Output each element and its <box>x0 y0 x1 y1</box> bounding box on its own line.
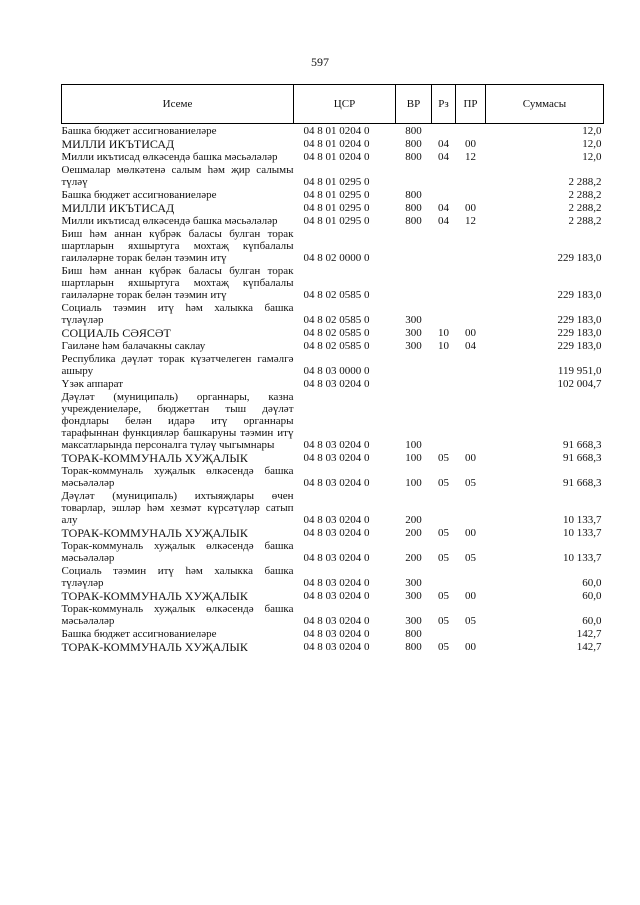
row-sum: 10 133,7 <box>563 552 602 564</box>
row-rz <box>432 264 456 301</box>
row-csr: 04 8 03 0204 0 <box>303 439 370 451</box>
row-sum: 10 133,7 <box>563 514 602 526</box>
row-rz <box>432 124 456 138</box>
row-name: Оешмалар мөлкәтенә салым һәм җир салымы түләү <box>61 164 294 188</box>
row-csr: 04 8 01 0204 0 <box>303 151 370 163</box>
row-sum: 102 004,7 <box>557 378 602 390</box>
row-vr: 300 <box>405 590 422 602</box>
table-row <box>62 137 604 150</box>
column-header-csr: ЦСР <box>294 85 396 124</box>
row-name: Биш һәм аннан күбрәк баласы булган торак шартларын яхшыртуга мохтаҗ күпбалалы гаиләләрне торак белән тәэмин итү <box>61 228 294 264</box>
row-csr: 04 8 02 0585 0 <box>303 314 370 326</box>
row-name: МИЛЛИ ИКЪТИСАД <box>61 201 175 215</box>
row-rz: 10 <box>438 340 449 352</box>
column-header-pr: ПР <box>456 85 486 124</box>
row-pr: 00 <box>465 641 476 653</box>
row-name: ТОРАК-КОММУНАЛЬ ХУҖАЛЫК <box>61 451 248 465</box>
table-row <box>62 201 604 214</box>
table-row <box>62 564 604 589</box>
row-vr: 100 <box>405 452 422 464</box>
row-name: Дәүләт (муниципаль) органнары, казна учреждениеләре, бюджеттан тыш дәүләт фондлары белән идарә итү органнары тарафыннан функцияләр башкаруны тәэмин итү максатларында персоналга түләү чыгымнары <box>61 391 294 451</box>
row-vr: 300 <box>405 577 422 589</box>
table-row <box>62 188 604 201</box>
row-pr: 00 <box>465 138 476 150</box>
row-name: Башка бюджет ассигнованиеләре <box>61 628 217 640</box>
row-csr: 04 8 01 0295 0 <box>303 189 370 201</box>
row-sum: 229 183,0 <box>557 289 602 301</box>
row-sum: 60,0 <box>582 577 602 589</box>
row-rz <box>432 627 456 640</box>
table-row <box>62 124 604 138</box>
row-csr: 04 8 03 0204 0 <box>303 527 370 539</box>
row-sum: 119 951,0 <box>557 365 602 377</box>
row-pr: 00 <box>465 452 476 464</box>
row-sum: 2 288,2 <box>568 215 602 227</box>
row-vr: 800 <box>405 641 422 653</box>
row-vr: 800 <box>405 125 422 137</box>
row-sum: 2 288,2 <box>568 189 602 201</box>
row-csr: 04 8 01 0204 0 <box>303 138 370 150</box>
table-body <box>62 124 604 654</box>
row-pr: 05 <box>465 477 476 489</box>
row-rz <box>432 227 456 264</box>
row-name: Биш һәм аннан күбрәк баласы булган торак шартларын яхшыртуга мохтаҗ күпбалалы гаиләләрне торак белән тәэмин итү <box>61 265 294 301</box>
row-rz <box>432 163 456 188</box>
row-csr: 04 8 03 0204 0 <box>303 628 370 640</box>
table-header-row <box>62 85 604 124</box>
row-csr: 04 8 01 0295 0 <box>303 176 370 188</box>
page-number: 597 <box>311 55 329 69</box>
row-name: Үзәк аппарат <box>61 378 124 390</box>
row-pr <box>456 390 486 451</box>
row-pr <box>456 627 486 640</box>
row-pr: 00 <box>465 527 476 539</box>
row-csr: 04 8 03 0204 0 <box>303 615 370 627</box>
row-name: Башка бюджет ассигнованиеләре <box>61 125 217 137</box>
row-sum: 60,0 <box>582 615 602 627</box>
row-csr: 04 8 02 0585 0 <box>303 327 370 339</box>
row-vr: 200 <box>405 527 422 539</box>
table-row <box>62 264 604 301</box>
row-csr: 04 8 03 0204 0 <box>303 514 370 526</box>
row-vr <box>396 163 432 188</box>
row-pr <box>456 301 486 326</box>
row-sum: 12,0 <box>582 151 602 163</box>
table-row <box>62 339 604 352</box>
row-name: Социаль тәэмин итү һәм халыкка башка түләүләр <box>61 302 294 326</box>
row-pr: 12 <box>465 215 476 227</box>
row-vr: 100 <box>405 439 422 451</box>
table-row <box>62 589 604 602</box>
row-csr: 04 8 03 0204 0 <box>303 477 370 489</box>
row-csr: 04 8 03 0204 0 <box>303 452 370 464</box>
row-name: ТОРАК-КОММУНАЛЬ ХУҖАЛЫК <box>61 589 248 603</box>
row-name: Социаль тәэмин итү һәм халыкка башка түләүләр <box>61 565 294 589</box>
row-pr: 12 <box>465 151 476 163</box>
row-vr: 200 <box>405 552 422 564</box>
row-sum: 91 668,3 <box>563 439 602 451</box>
row-pr <box>456 352 486 377</box>
row-name: Дәүләт (муниципаль) ихтыяҗлары өчен товарлар, эшләр һәм хезмәт күрсәтүләр сатып алу <box>61 490 294 526</box>
row-sum: 142,7 <box>576 628 602 640</box>
row-rz <box>432 377 456 390</box>
table-row <box>62 390 604 451</box>
table-row <box>62 326 604 339</box>
row-rz <box>432 301 456 326</box>
row-rz: 05 <box>438 527 449 539</box>
row-rz <box>432 188 456 201</box>
row-csr: 04 8 02 0585 0 <box>303 289 370 301</box>
row-csr: 04 8 01 0295 0 <box>303 202 370 214</box>
column-header-name: Исеме <box>62 85 294 124</box>
row-csr: 04 8 03 0204 0 <box>303 577 370 589</box>
table-row <box>62 451 604 464</box>
row-pr: 00 <box>465 590 476 602</box>
row-csr: 04 8 01 0295 0 <box>303 215 370 227</box>
row-rz: 05 <box>438 477 449 489</box>
row-vr: 800 <box>405 151 422 163</box>
row-name: Гаиләне һәм балачакны саклау <box>61 340 206 352</box>
table-row <box>62 377 604 390</box>
row-pr <box>456 377 486 390</box>
column-header-vr: ВР <box>396 85 432 124</box>
table-row <box>62 150 604 163</box>
row-csr: 04 8 03 0000 0 <box>303 365 370 377</box>
row-pr: 00 <box>465 202 476 214</box>
table-row <box>62 214 604 227</box>
row-vr: 300 <box>405 314 422 326</box>
row-pr: 00 <box>465 327 476 339</box>
row-name: ТОРАК-КОММУНАЛЬ ХУҖАЛЫК <box>61 526 248 540</box>
row-rz: 05 <box>438 552 449 564</box>
row-sum: 2 288,2 <box>568 202 602 214</box>
row-rz: 10 <box>438 327 449 339</box>
row-csr: 04 8 02 0000 0 <box>303 252 370 264</box>
row-pr <box>456 163 486 188</box>
row-sum: 2 288,2 <box>568 176 602 188</box>
row-rz: 05 <box>438 615 449 627</box>
column-header-rz: Рз <box>432 85 456 124</box>
row-csr: 04 8 03 0204 0 <box>303 590 370 602</box>
row-sum: 229 183,0 <box>557 340 602 352</box>
table-row <box>62 627 604 640</box>
row-rz: 04 <box>438 151 449 163</box>
row-vr <box>396 377 432 390</box>
row-vr: 300 <box>405 327 422 339</box>
row-sum: 12,0 <box>582 125 602 137</box>
row-vr: 800 <box>405 138 422 150</box>
row-name: Торак-коммуналь хуҗалык өлкәсендә башка мәсьәләләр <box>61 603 294 627</box>
row-sum: 91 668,3 <box>563 452 602 464</box>
row-rz <box>432 390 456 451</box>
row-vr: 800 <box>405 202 422 214</box>
row-rz: 04 <box>438 215 449 227</box>
row-pr: 04 <box>465 340 476 352</box>
row-vr: 800 <box>405 215 422 227</box>
row-rz: 04 <box>438 202 449 214</box>
row-csr: 04 8 02 0585 0 <box>303 340 370 352</box>
row-name: ТОРАК-КОММУНАЛЬ ХУҖАЛЫК <box>61 640 248 654</box>
row-name: Милли икътисад өлкәсендә башка мәсьәләләр <box>61 151 278 163</box>
row-pr <box>456 264 486 301</box>
row-vr <box>396 227 432 264</box>
row-rz <box>432 564 456 589</box>
row-rz: 05 <box>438 452 449 464</box>
table-row <box>62 539 604 564</box>
row-csr: 04 8 03 0204 0 <box>303 641 370 653</box>
row-pr <box>456 227 486 264</box>
row-sum: 229 183,0 <box>557 252 602 264</box>
table-row <box>62 640 604 653</box>
row-name: Башка бюджет ассигнованиеләре <box>61 189 217 201</box>
row-vr: 300 <box>405 340 422 352</box>
row-vr <box>396 352 432 377</box>
table-row <box>62 602 604 627</box>
row-name: Торак-коммуналь хуҗалык өлкәсендә башка мәсьәләләр <box>61 465 294 489</box>
row-pr <box>456 188 486 201</box>
row-csr: 04 8 03 0204 0 <box>303 552 370 564</box>
row-rz: 04 <box>438 138 449 150</box>
row-pr <box>456 564 486 589</box>
row-vr <box>396 264 432 301</box>
row-sum: 10 133,7 <box>563 527 602 539</box>
row-vr: 200 <box>405 514 422 526</box>
row-rz <box>432 489 456 526</box>
row-pr: 05 <box>465 552 476 564</box>
row-sum: 60,0 <box>582 590 602 602</box>
row-sum: 229 183,0 <box>557 327 602 339</box>
row-name: Торак-коммуналь хуҗалык өлкәсендә башка мәсьәләләр <box>61 540 294 564</box>
row-vr: 800 <box>405 628 422 640</box>
table-row <box>62 352 604 377</box>
table-row <box>62 163 604 188</box>
row-pr <box>456 489 486 526</box>
table-row <box>62 464 604 489</box>
row-rz <box>432 352 456 377</box>
row-name: МИЛЛИ ИКЪТИСАД <box>61 137 175 151</box>
row-sum: 229 183,0 <box>557 314 602 326</box>
row-vr: 100 <box>405 477 422 489</box>
row-csr: 04 8 01 0204 0 <box>303 125 370 137</box>
table-row <box>62 526 604 539</box>
row-vr: 300 <box>405 615 422 627</box>
row-pr: 05 <box>465 615 476 627</box>
row-sum: 142,7 <box>576 641 602 653</box>
table-row <box>62 489 604 526</box>
row-rz: 05 <box>438 590 449 602</box>
row-pr <box>456 124 486 138</box>
table-row <box>62 301 604 326</box>
row-name: Республика дәүләт торак күзәтчелеген гамәлгә ашыру <box>61 353 294 377</box>
row-name: Милли икътисад өлкәсендә башка мәсьәләләр <box>61 215 278 227</box>
table-row <box>62 227 604 264</box>
row-sum: 91 668,3 <box>563 477 602 489</box>
row-rz: 05 <box>438 641 449 653</box>
row-name: СОЦИАЛЬ СӘЯСӘТ <box>61 326 171 340</box>
row-sum: 12,0 <box>582 138 602 150</box>
row-csr: 04 8 03 0204 0 <box>303 378 370 390</box>
budget-table <box>61 84 604 653</box>
column-header-sum: Суммасы <box>486 85 604 124</box>
row-vr: 800 <box>405 189 422 201</box>
